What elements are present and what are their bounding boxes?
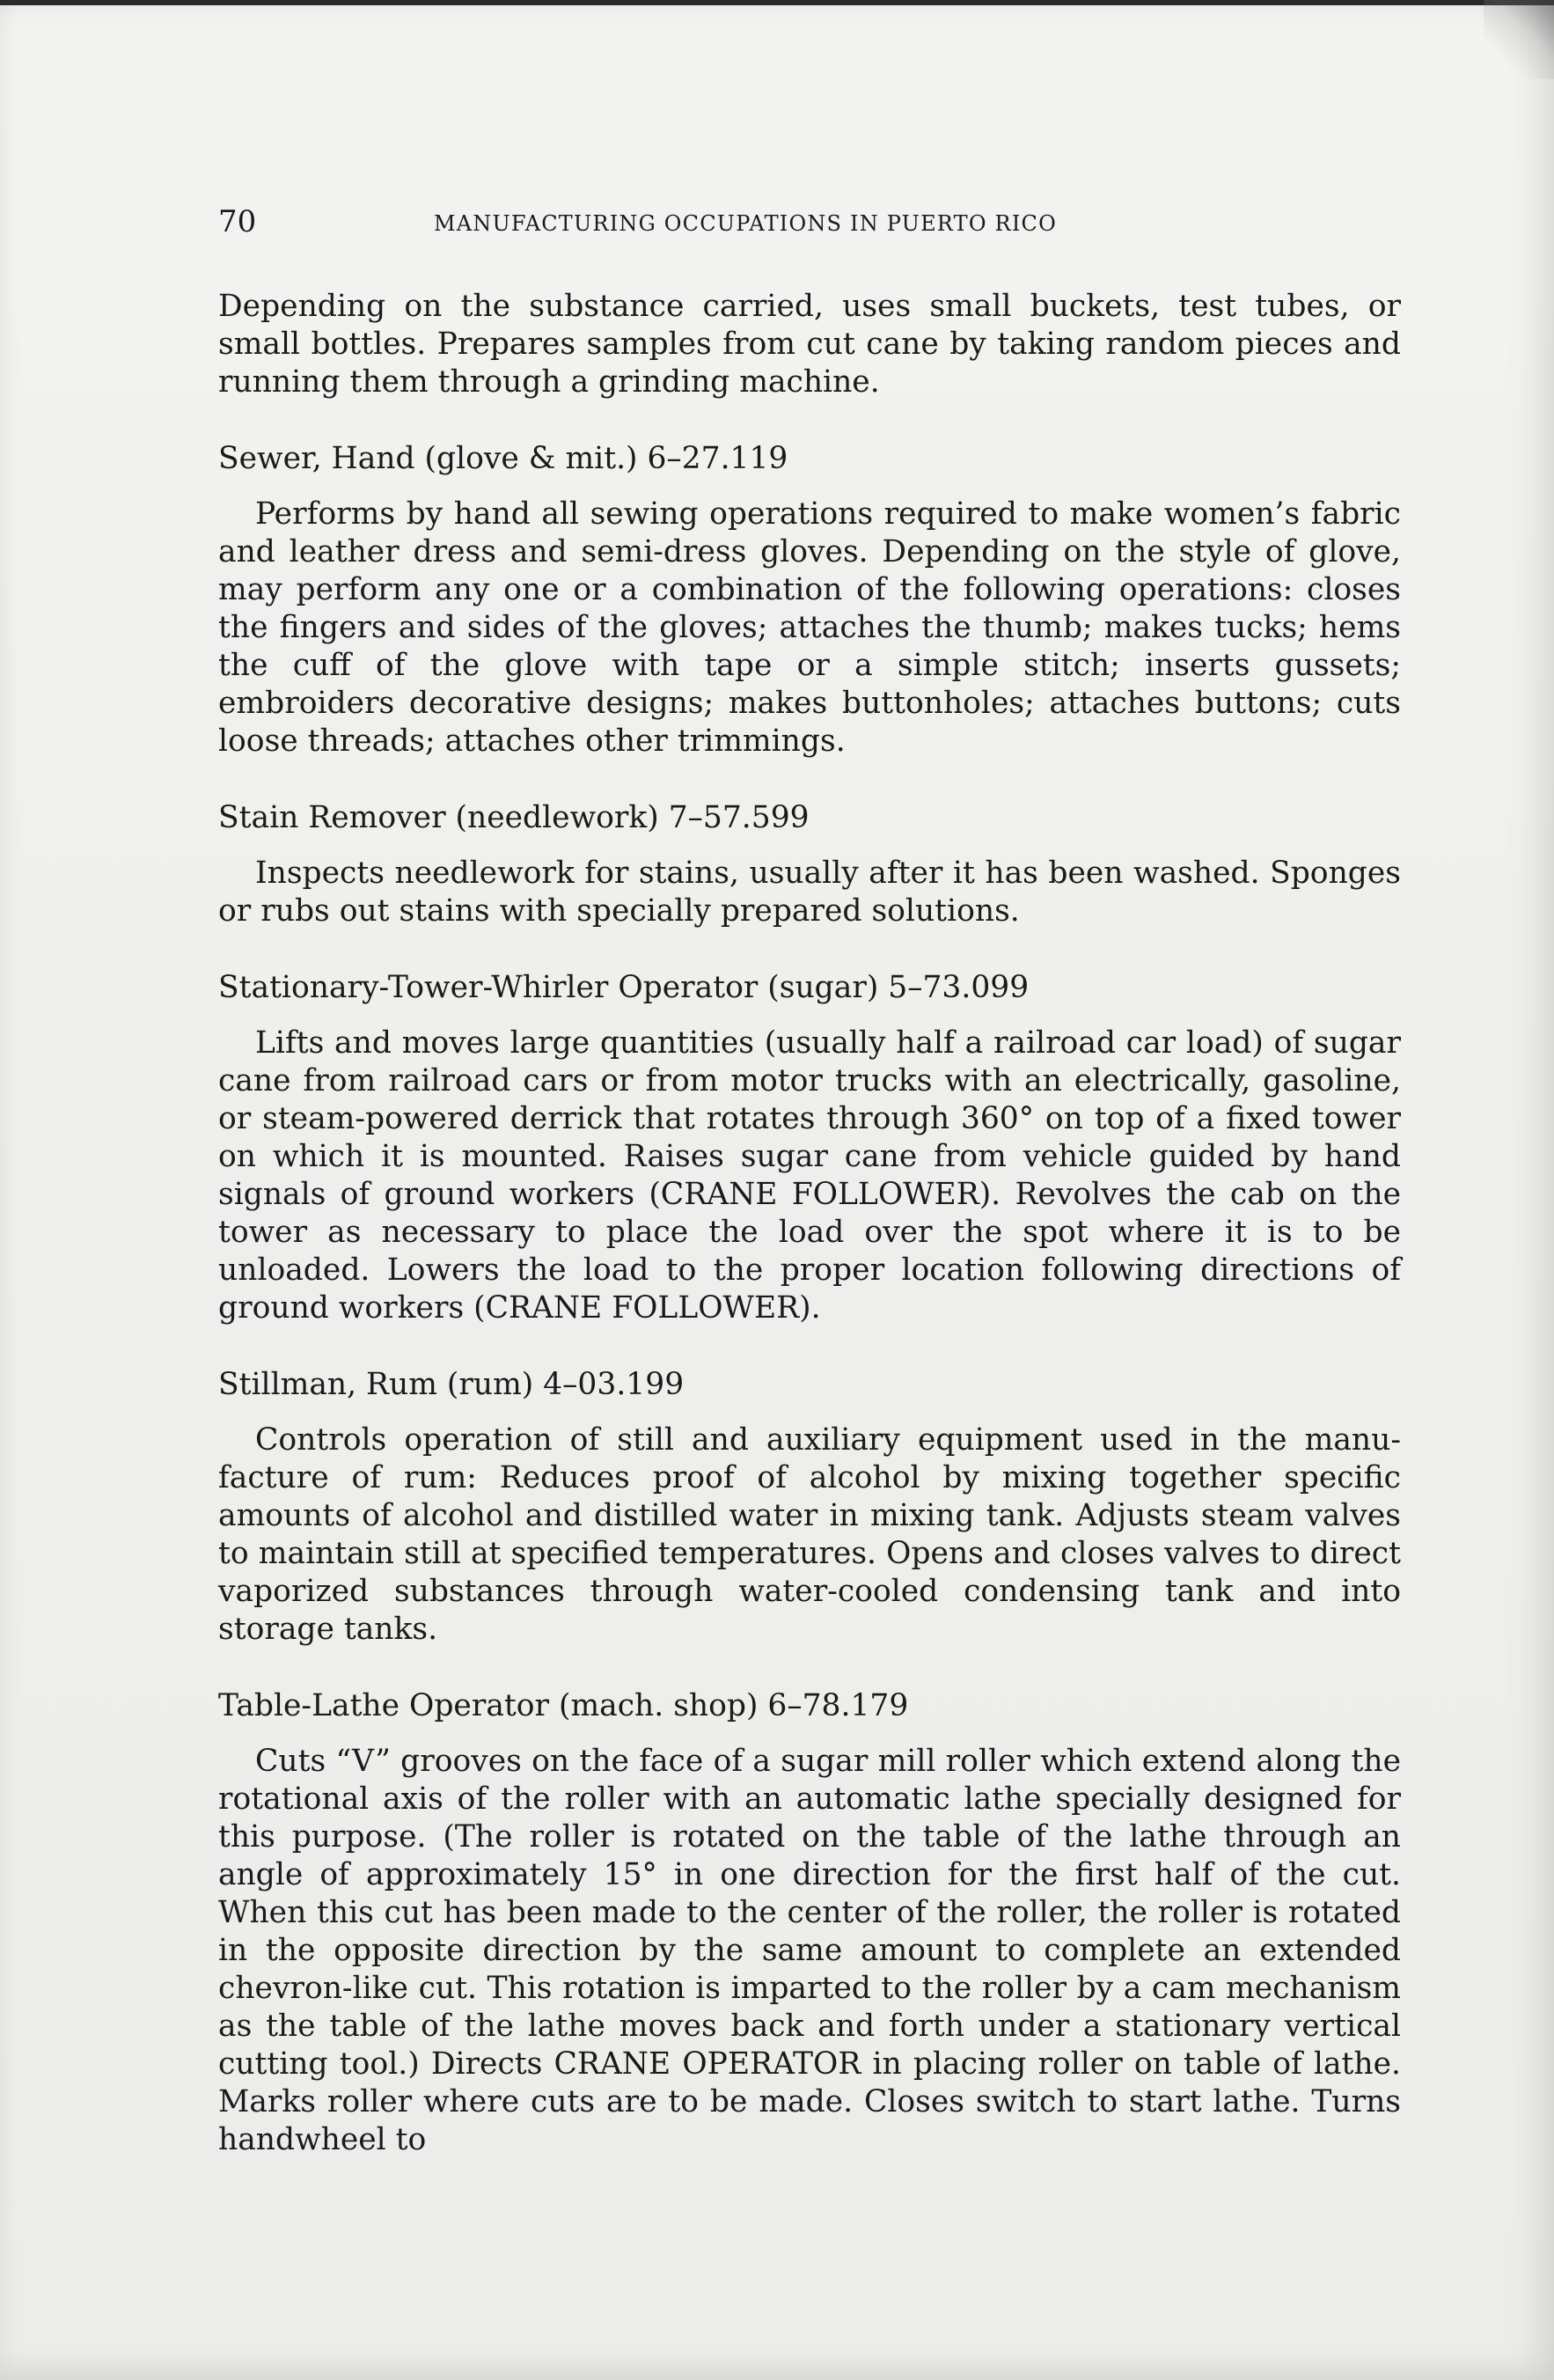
- entry-title-stain-remover: Stain Remover (needlework) 7–57.599: [218, 800, 810, 835]
- running-head: MANUFACTURING OCCUPATIONS IN PUERTO RICO: [434, 211, 1057, 236]
- intro-paragraph: Depending on the substance carried, uses small buckets, test tubes, or small bottles. Prepares samples from cut cane by taking random pieces and running them through a grinding machine.: [218, 289, 1401, 400]
- entry-title-stillman-rum: Stillman, Rum (rum) 4–03.199: [218, 1367, 685, 1402]
- entry-description-table-lathe-operator: Cuts “V” grooves on the face of a sugar mill roller which extend along the rotational axis of the roller with an automatic lathe specially designed for this purpose. (The roller is rotated on the table of the lathe through an angle of approximately 15° in one direction for the first half of the cut. When this cut has been made to the center of the roller, the roller is rotated in the opposite direction by the same amount to complete an extended chevron-like cut. This rotation is imparted to the roller by a cam mechanism as the table of the lathe moves back and forth under a stationary vertical cutting tool.) Directs CRANE OPERATOR in placing roller on table of lathe. Marks roller where cuts are to be made. Closes switch to start lathe. Turns handwheel to: [218, 1744, 1401, 2157]
- entry-title-sewer-hand: Sewer, Hand (glove & mit.) 6–27.119: [218, 441, 788, 476]
- entry-description-stain-remover: Inspects needlework for stains, usually after it has been washed. Sponges or rubs out stains with specially prepared solutions.: [218, 856, 1401, 929]
- page-header: [218, 204, 1401, 239]
- page-number: 70: [218, 204, 257, 239]
- entry-title-stationary-tower-whirler: Stationary-Tower-Whirler Operator (sugar) 5–73.099: [218, 970, 1030, 1005]
- page-top-edge: [0, 0, 1554, 5]
- document-body: [218, 288, 1401, 2159]
- entry-title-table-lathe-operator: Table-Lathe Operator (mach. shop) 6–78.179: [218, 1688, 909, 1723]
- entry-description-stationary-tower-whirler: Lifts and moves large quantities (usually half a railroad car load) of sugar cane from railroad cars or from motor trucks with an electrically, gasoline, or steam-powered derrick that rotates through 360° on top of a fixed tower on which it is mounted. Raises sugar cane from vehicle guided by hand signals of ground workers (CRANE FOLLOWER). Revolves the cab on the tower as necessary to place the load over the spot where it is to be unloaded. Lowers the load to the proper location following directions of ground workers (CRANE FOLLOWER).: [218, 1025, 1401, 1326]
- entry-description-stillman-rum: Controls operation of still and auxiliary equipment used in the manufacture of rum: Reduces proof of alcohol by mixing together specific amounts of alcohol and distilled water in mixing tank. Adjusts steam valves to maintain still at specified temperatures. Opens and closes valves to direct vaporized substances through water-cooled condensing tank and into storage tanks.: [218, 1422, 1401, 1647]
- page-corner-shadow: [1484, 0, 1554, 79]
- entry-description-sewer-hand: Performs by hand all sewing operations required to make women’s fabric and leather dress and semi-dress gloves. Depending on the style of glove, may perform any one or a combination of the following operations: closes the fingers and sides of the gloves; attaches the thumb; makes tucks; hems the cuff of the glove with tape or a simple stitch; inserts gussets; embroiders decorative designs; makes buttonholes; attaches buttons; cuts loose threads; attaches other trimmings.: [218, 496, 1401, 759]
